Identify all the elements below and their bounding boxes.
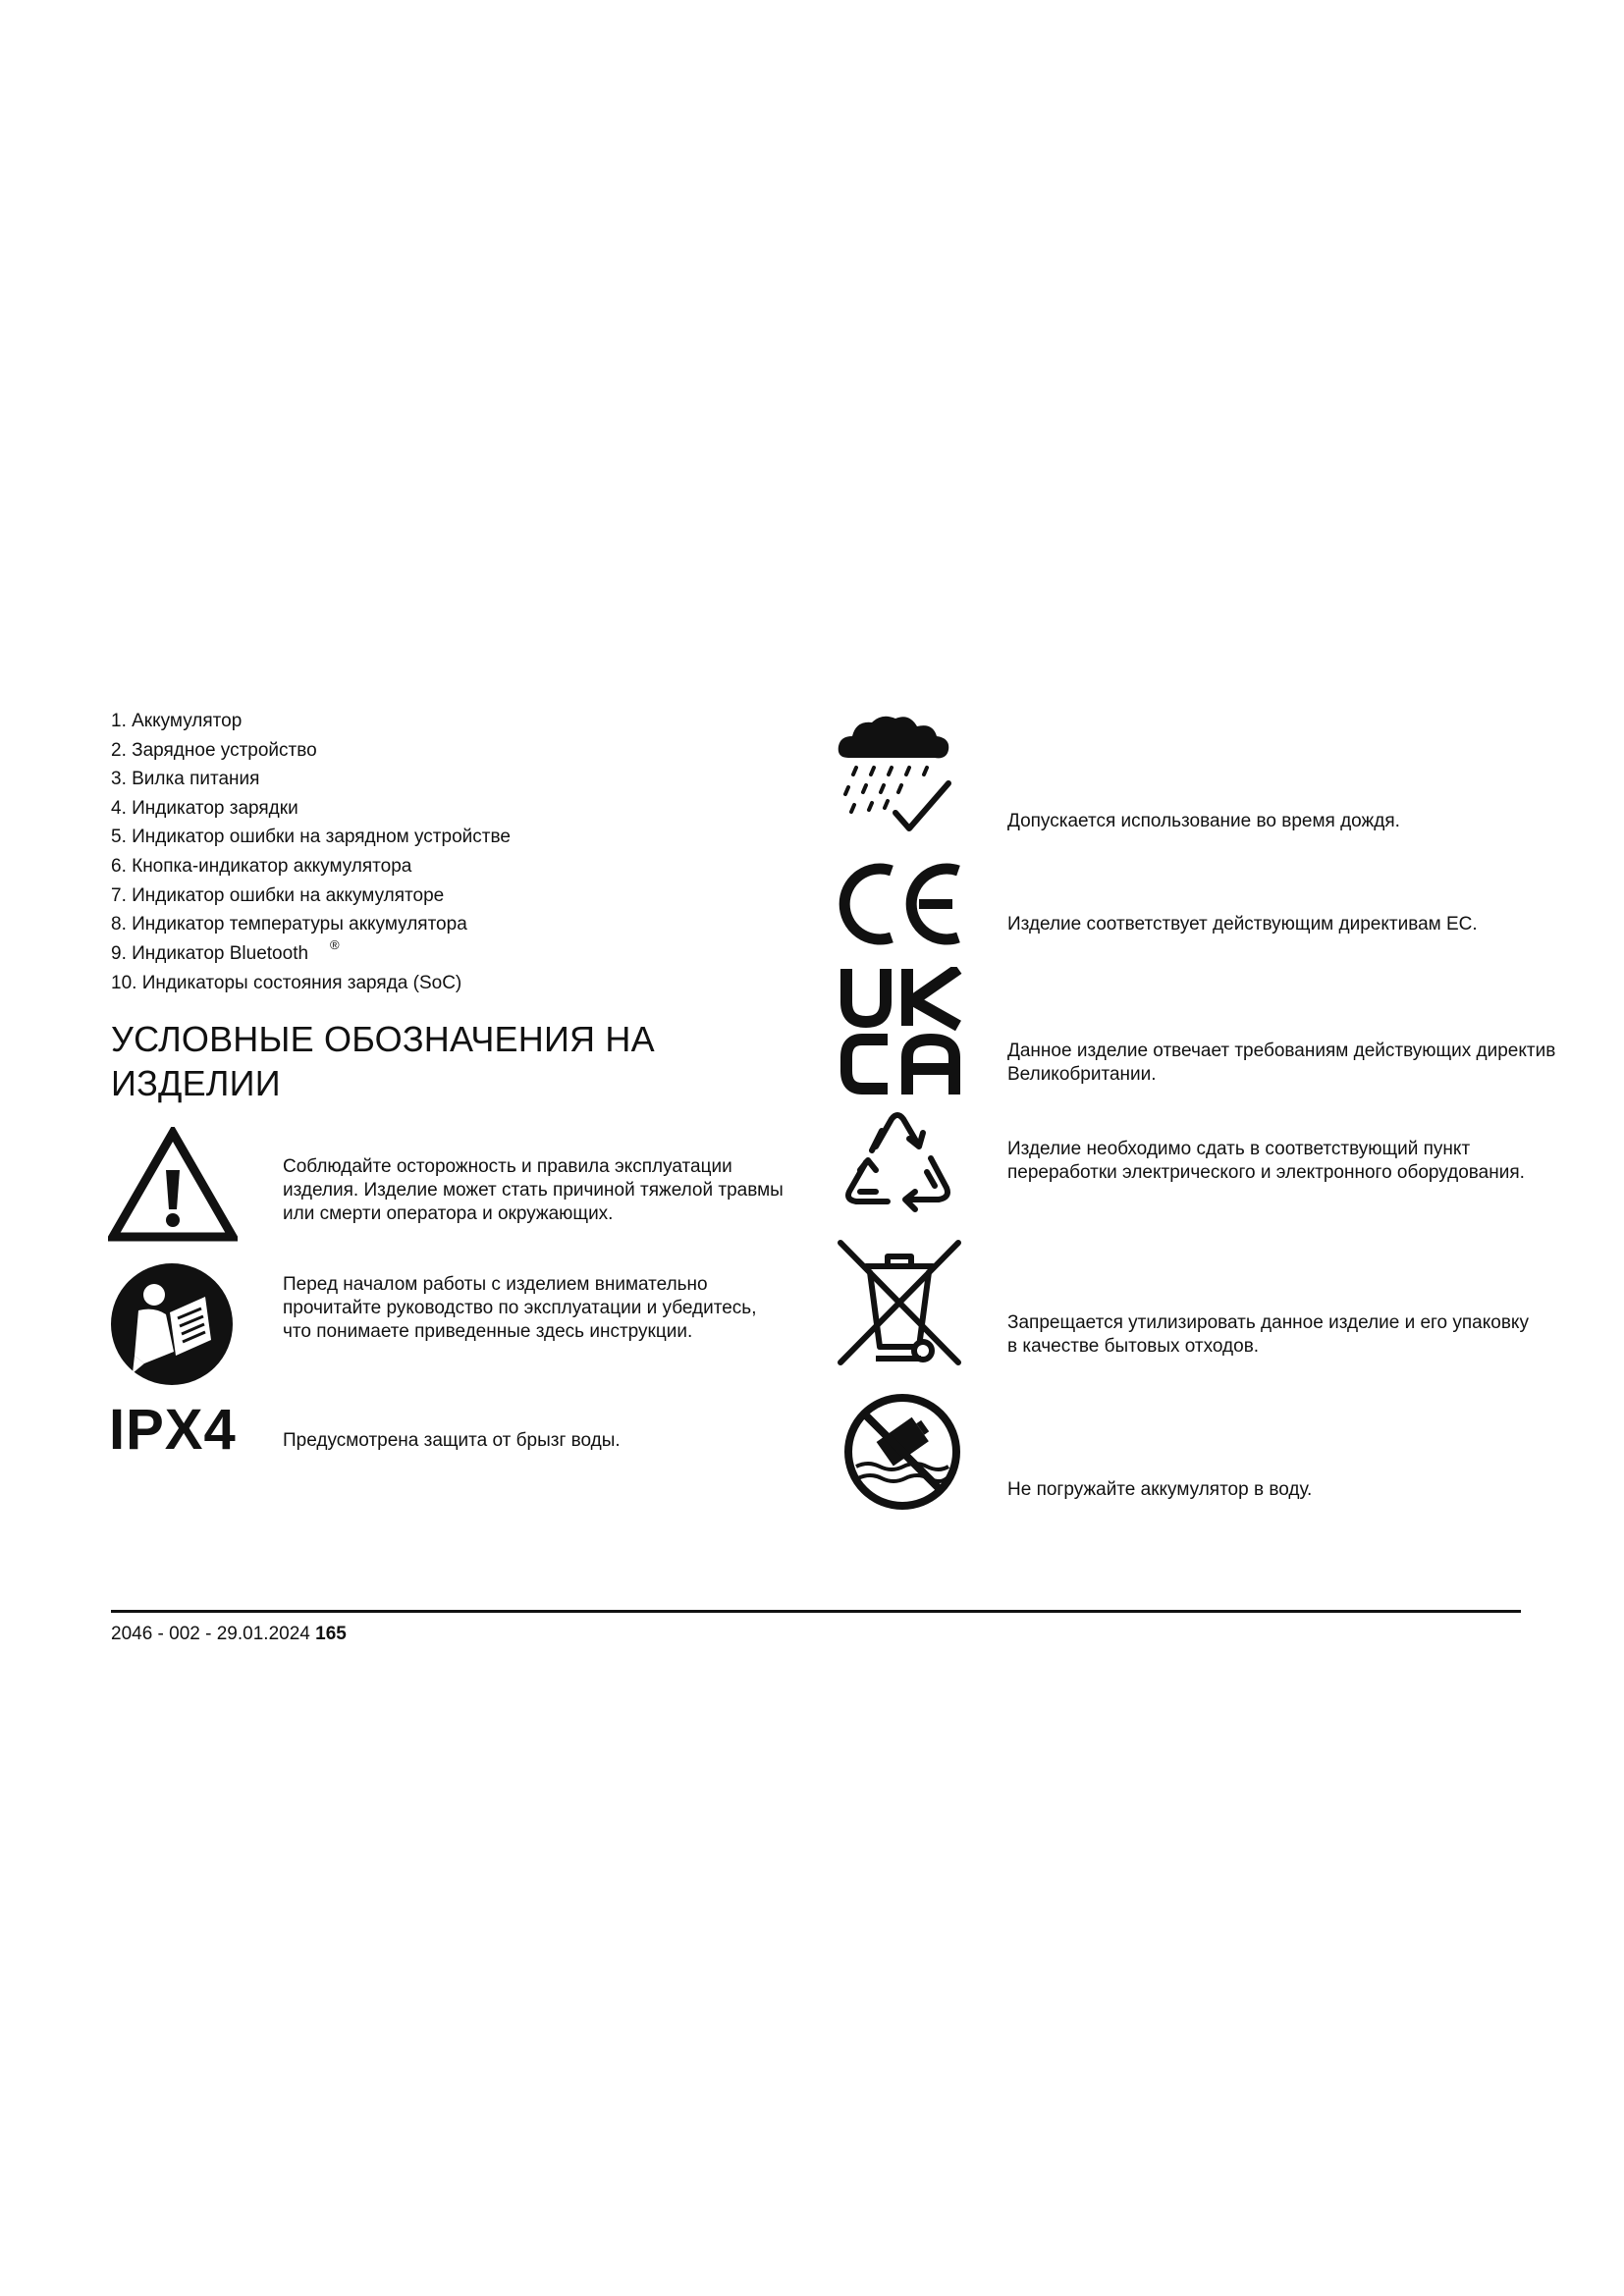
no-immersion-icon [842, 1392, 962, 1512]
rain-check-icon [835, 713, 956, 838]
registered-mark: ® [330, 936, 340, 952]
ukca-mark-icon [837, 967, 964, 1096]
footer [111, 1624, 347, 1645]
bin-text: Запрещается утилизировать данное изделие и его упаковку в качестве бытовых отходов. [1007, 1312, 1529, 1357]
recycle-icon [837, 1107, 958, 1221]
ipx4-text: Предусмотрена защита от брызг воды. [283, 1430, 621, 1451]
list-item: 5. Индикатор ошибки на зарядном устройстве [111, 827, 511, 848]
list-item: 2. Зарядное устройство [111, 739, 317, 761]
list-item-label: 9. Индикатор Bluetooth [111, 942, 309, 964]
list-item: 3. Вилка питания [111, 769, 260, 790]
ukca-text: Данное изделие отвечает требованиям действующих директив Великобритании. [1007, 1041, 1556, 1085]
read-manual-icon [109, 1261, 235, 1387]
list-item [111, 936, 511, 970]
doc-reference: 2046 - 002 - 29.01.2024 [111, 1624, 310, 1644]
page-number: 165 [315, 1624, 347, 1644]
manual-text: Перед началом работы с изделием внимательно прочитайте руководство по эксплуатации и убедитесь, что понимаете приведенные здесь инструкции. [283, 1274, 757, 1342]
list-item: 8. Индикатор температуры аккумулятора [111, 914, 467, 935]
ipx4-label: IPX4 [109, 1398, 237, 1462]
warning-text: Соблюдайте осторожность и правила эксплуатации изделия. Изделие может стать причиной тяжелой травмы или смерти оператора и окружающих. [283, 1156, 784, 1224]
list-item: 10. Индикаторы состояния заряда (SoC) [111, 973, 462, 994]
ce-mark-icon [837, 859, 964, 949]
no-water-text: Не погружайте аккумулятор в воду. [1007, 1479, 1313, 1500]
recycle-text: Изделие необходимо сдать в соответствующий пункт переработки электрического и электронного оборудования. [1007, 1139, 1525, 1183]
section-heading: УСЛОВНЫЕ ОБОЗНАЧЕНИЯ НА ИЗДЕЛИИ [111, 1019, 655, 1103]
list-item: 6. Кнопка-индикатор аккумулятора [111, 855, 412, 877]
list-item: 1. Аккумулятор [111, 711, 243, 731]
ce-text: Изделие соответствует действующим директивам ЕС. [1007, 914, 1478, 934]
crossed-bin-icon [837, 1239, 962, 1366]
rain-text: Допускается использование во время дождя. [1007, 811, 1400, 831]
list-item: 7. Индикатор ошибки на аккумуляторе [111, 884, 445, 906]
warning-triangle-icon [108, 1127, 238, 1243]
component-list [111, 707, 511, 998]
list-item: 4. Индикатор зарядки [111, 797, 298, 819]
footer-rule [111, 1610, 1521, 1613]
